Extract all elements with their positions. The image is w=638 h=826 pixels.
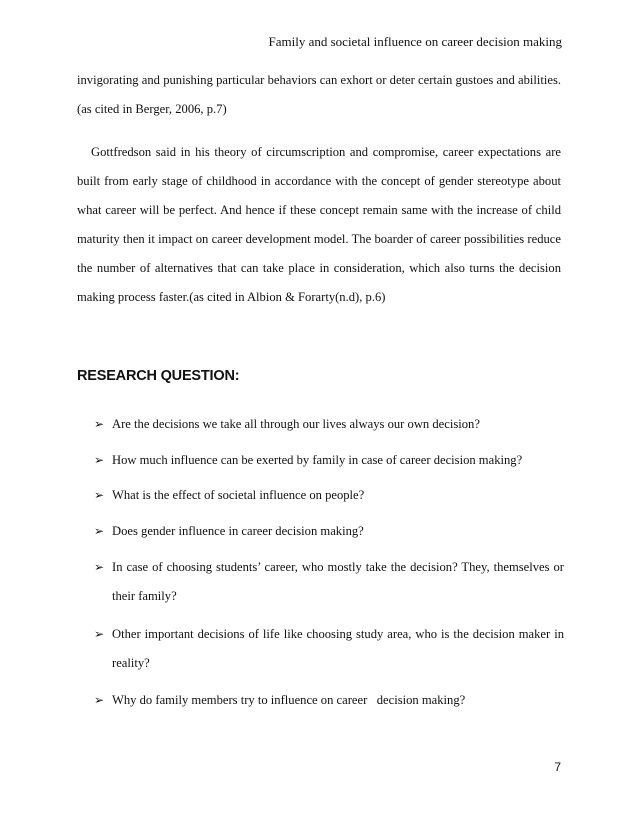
list-item xyxy=(94,620,564,678)
list-item xyxy=(94,687,564,714)
question-text: What is the effect of societal influence on people? xyxy=(112,488,365,502)
research-question-list xyxy=(94,411,564,723)
arrow-bullet-icon: ➢ xyxy=(94,560,105,574)
section-heading: RESEARCH QUESTION: xyxy=(77,368,240,384)
arrow-bullet-icon: ➢ xyxy=(94,488,105,502)
list-item xyxy=(94,553,564,611)
question-text: How much influence can be exerted by family in case of career decision making? xyxy=(112,452,523,467)
arrow-bullet-icon: ➢ xyxy=(94,417,105,431)
question-text: Other important decisions of life like choosing study area, who is the decision maker in reality? xyxy=(112,627,564,670)
page-number: 7 xyxy=(554,760,561,774)
list-item xyxy=(94,411,564,438)
arrow-bullet-icon: ➢ xyxy=(94,693,105,707)
list-item xyxy=(94,518,564,545)
list-item xyxy=(94,482,564,509)
body-paragraph-2: Gottfredson said in his theory of circumscription and compromise, career expectations are built from early stage of childhood in accordance with the concept of gender stereotype about what career will be perfect. And hence if these concept remain same with the increase of child maturity then it impact on career development model. The boarder of career possibilities reduce the number of alternatives that can take place in consideration, which also turns the decision making process faster.(as cited in Albion & Forarty(n.d), p.6) xyxy=(77,145,561,304)
question-text: In case of choosing students’ career, who mostly take the decision? They, themselves or their family? xyxy=(112,560,564,603)
running-header: Family and societal influence on career decision making xyxy=(268,34,562,49)
arrow-bullet-icon: ➢ xyxy=(94,452,105,467)
question-text: Are the decisions we take all through our lives always our own decision? xyxy=(112,417,480,431)
arrow-bullet-icon: ➢ xyxy=(94,627,105,641)
arrow-bullet-icon: ➢ xyxy=(94,523,105,538)
question-text: Does gender influence in career decision making? xyxy=(112,523,364,538)
list-item xyxy=(94,447,564,474)
body-paragraph-1: invigorating and punishing particular behaviors can exhort or deter certain gustoes and abilities. (as cited in Berger, 2006, p.7) xyxy=(77,73,561,116)
question-text: Why do family members try to influence on career decision making? xyxy=(112,693,466,707)
